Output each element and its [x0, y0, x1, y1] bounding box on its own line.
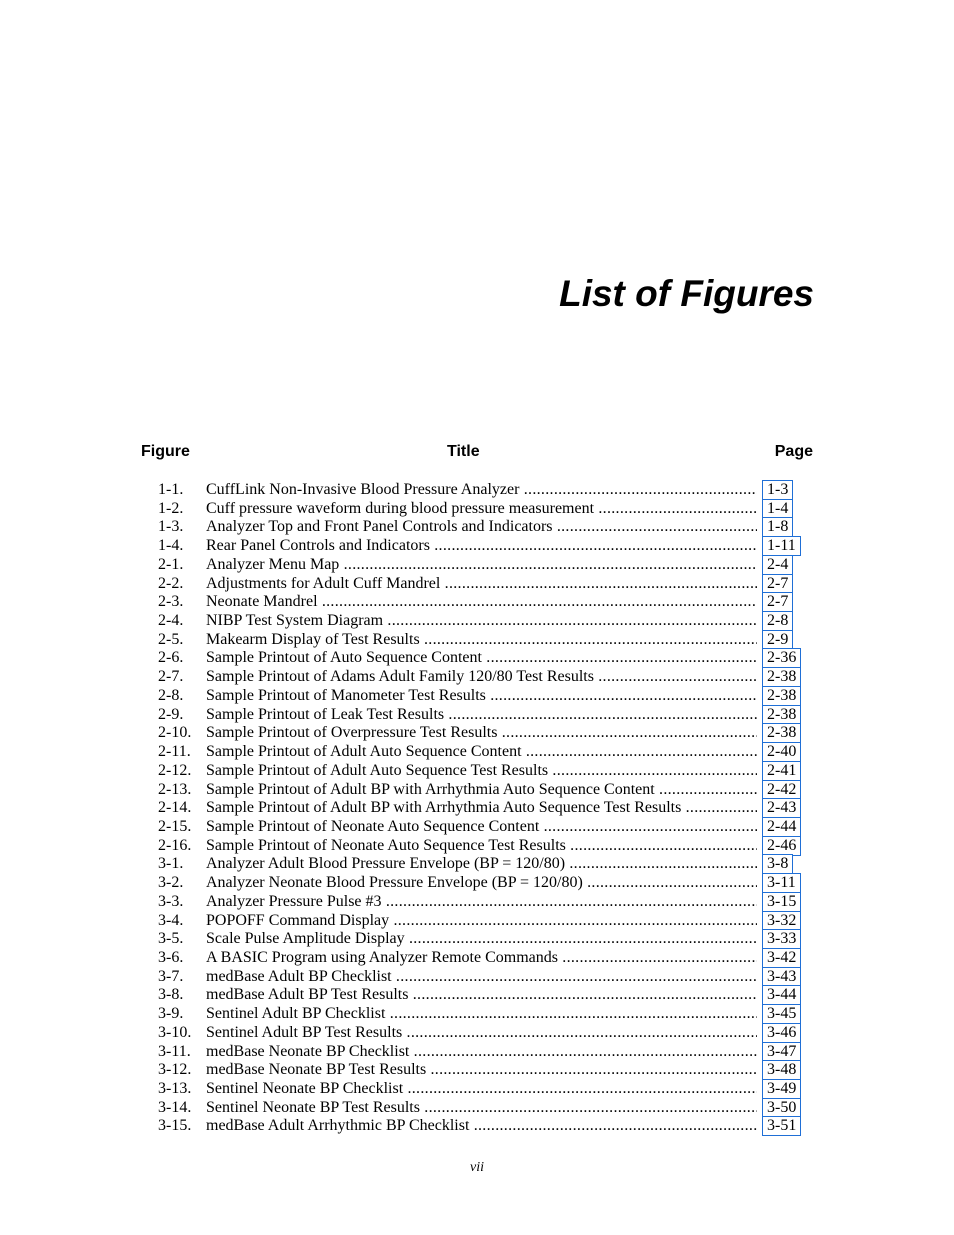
figure-title: Sample Printout of Adams Adult Family 120/80 Test Results ..... — [206, 667, 757, 686]
figure-number: 2-13. — [158, 780, 192, 798]
figure-title: Adjustments for Adult Cuff Mandrel ..... — [206, 574, 757, 593]
page-number-link[interactable]: 3-49 — [762, 1079, 801, 1099]
figure-list-item — [0, 1023, 954, 1042]
page-number-link[interactable]: 2-42 — [762, 780, 801, 800]
figure-title: Sample Printout of Overpressure Test Results ..... — [206, 723, 757, 742]
page-number-link[interactable]: 1-11 — [762, 536, 801, 556]
column-header-figure: Figure — [141, 443, 190, 460]
page-number-link[interactable]: 3-8 — [762, 854, 793, 874]
figure-title: medBase Adult BP Checklist ..... — [206, 967, 757, 986]
figure-number: 2-10. — [158, 724, 192, 742]
figure-list-item — [0, 480, 954, 499]
page-title: List of Figures — [559, 273, 814, 314]
figure-list-item — [0, 517, 954, 536]
figure-number: 2-15. — [158, 817, 192, 835]
figure-title: Sample Printout of Neonate Auto Sequence Content ..... — [206, 817, 757, 836]
page-number-link[interactable]: 3-50 — [762, 1098, 801, 1118]
figure-title: Sentinel Neonate BP Test Results ..... — [206, 1098, 757, 1117]
figure-number: 3-11. — [158, 1042, 191, 1060]
page-number-link[interactable]: 3-11 — [762, 873, 801, 893]
figure-number: 2-1. — [158, 555, 184, 573]
figure-number: 2-7. — [158, 668, 184, 686]
figure-number: 3-15. — [158, 1117, 192, 1135]
figure-number: 1-2. — [158, 499, 184, 517]
figure-title: A BASIC Program using Analyzer Remote Commands ..... — [206, 948, 757, 967]
figure-number: 3-10. — [158, 1023, 192, 1041]
figure-number: 2-2. — [158, 574, 184, 592]
page-number-link[interactable]: 3-44 — [762, 985, 801, 1005]
figure-title: Sample Printout of Auto Sequence Content ..... — [206, 648, 757, 667]
figure-title: Makearm Display of Test Results ..... — [206, 630, 757, 649]
figure-title: Sentinel Neonate BP Checklist ..... — [206, 1079, 757, 1098]
figure-title: Analyzer Neonate Blood Pressure Envelope (BP = 120/80) ..... — [206, 873, 757, 892]
footer-page-number: vii — [470, 1160, 484, 1175]
figure-title: Rear Panel Controls and Indicators ..... — [206, 536, 757, 555]
figure-title: Analyzer Pressure Pulse #3 ..... — [206, 892, 757, 911]
figure-list-item — [0, 911, 954, 930]
figure-list-item — [0, 985, 954, 1004]
page-number-link[interactable]: 2-38 — [762, 723, 801, 743]
figure-list-item — [0, 761, 954, 780]
figure-title: Analyzer Adult Blood Pressure Envelope (BP = 120/80) ..... — [206, 854, 757, 873]
figure-number: 2-5. — [158, 630, 184, 648]
figure-list-item — [0, 555, 954, 574]
figure-number: 2-6. — [158, 649, 184, 667]
figure-list-item — [0, 854, 954, 873]
page-number-link[interactable]: 3-45 — [762, 1004, 801, 1024]
figure-number: 3-5. — [158, 930, 184, 948]
figure-list-item — [0, 1042, 954, 1061]
figure-number: 2-4. — [158, 612, 184, 630]
figure-number: 3-2. — [158, 874, 184, 892]
figure-list-item — [0, 648, 954, 667]
figure-number: 3-14. — [158, 1098, 192, 1116]
page-number-link[interactable]: 1-4 — [762, 499, 793, 519]
page-number-link[interactable]: 2-8 — [762, 611, 793, 631]
figure-title: Analyzer Menu Map ..... — [206, 555, 757, 574]
figure-number: 2-9. — [158, 705, 184, 723]
figure-list-item — [0, 892, 954, 911]
figure-title: CuffLink Non-Invasive Blood Pressure Analyzer ..... — [206, 480, 757, 499]
figure-list-item — [0, 630, 954, 649]
figure-title: POPOFF Command Display ..... — [206, 911, 757, 930]
page-number-link[interactable]: 2-38 — [762, 705, 801, 725]
page-number-link[interactable]: 2-38 — [762, 686, 801, 706]
figure-list — [0, 480, 954, 1135]
figure-number: 3-3. — [158, 892, 184, 910]
figure-list-item — [0, 574, 954, 593]
figure-title: medBase Adult BP Test Results ..... — [206, 985, 757, 1004]
page-number-link[interactable]: 2-38 — [762, 667, 801, 687]
figure-title: Sample Printout of Adult Auto Sequence Content ..... — [206, 742, 757, 761]
figure-title: Sample Printout of Manometer Test Results ..... — [206, 686, 757, 705]
figure-list-item — [0, 967, 954, 986]
column-header-title: Title — [447, 443, 480, 460]
column-header-page: Page — [774, 443, 813, 460]
figure-list-item — [0, 611, 954, 630]
figure-list-item — [0, 742, 954, 761]
figure-list-item — [0, 1116, 954, 1135]
page-number-link[interactable]: 3-43 — [762, 967, 801, 987]
figure-number: 3-12. — [158, 1061, 192, 1079]
figure-number: 3-7. — [158, 967, 184, 985]
page-number-link[interactable]: 3-42 — [762, 948, 801, 968]
figure-list-item — [0, 1079, 954, 1098]
figure-number: 2-14. — [158, 799, 192, 817]
page-number-link[interactable]: 2-44 — [762, 817, 801, 837]
figure-number: 3-13. — [158, 1080, 192, 1097]
figure-number: 3-9. — [158, 1005, 184, 1023]
figure-list-item — [0, 667, 954, 686]
figure-title: Scale Pulse Amplitude Display ..... — [206, 929, 757, 948]
figure-list-item — [0, 1004, 954, 1023]
figure-number: 3-1. — [158, 855, 184, 873]
page-number-link[interactable]: 2-36 — [762, 648, 801, 668]
figure-title: Sentinel Adult BP Test Results ..... — [206, 1023, 757, 1042]
figure-number: 1-4. — [158, 537, 184, 555]
page-number-link[interactable]: 2-4 — [762, 555, 793, 575]
figure-list-item — [0, 817, 954, 836]
figure-list-item — [0, 499, 954, 518]
figure-list-item — [0, 1060, 954, 1079]
figure-list-item — [0, 836, 954, 855]
page-number-link[interactable]: 2-7 — [762, 592, 793, 612]
figure-list-item — [0, 723, 954, 742]
page-number-link[interactable]: 2-43 — [762, 798, 801, 818]
figure-title: Sentinel Adult BP Checklist ..... — [206, 1004, 757, 1023]
figure-number: 1-1. — [158, 481, 184, 498]
figure-number: 2-12. — [158, 761, 192, 779]
figure-list-item — [0, 536, 954, 555]
figure-number: 2-3. — [158, 593, 184, 611]
page-number-link[interactable]: 2-46 — [762, 836, 801, 856]
page-number-link[interactable]: 2-40 — [762, 742, 801, 762]
figure-list-item — [0, 592, 954, 611]
figure-title: Neonate Mandrel ..... — [206, 592, 757, 611]
figure-list-item — [0, 798, 954, 817]
page-number-link[interactable]: 3-51 — [762, 1116, 801, 1136]
figure-title: Cuff pressure waveform during blood pressure measurement ..... — [206, 499, 757, 518]
page-number-link[interactable]: 3-47 — [762, 1042, 801, 1062]
page-number-link[interactable]: 3-32 — [762, 911, 801, 931]
figure-title: Sample Printout of Leak Test Results ..... — [206, 705, 757, 724]
figure-title: medBase Neonate BP Test Results ..... — [206, 1060, 757, 1079]
page-number-link[interactable]: 3-33 — [762, 929, 801, 949]
figure-list-item — [0, 1098, 954, 1117]
figure-list-item — [0, 780, 954, 799]
figure-title: medBase Adult Arrhythmic BP Checklist ..... — [206, 1116, 757, 1135]
page-number-link[interactable]: 3-15 — [762, 892, 801, 912]
figure-number: 2-11. — [158, 743, 191, 761]
page-number-link[interactable]: 3-46 — [762, 1023, 801, 1043]
figure-list-item — [0, 929, 954, 948]
figure-title: Sample Printout of Adult BP with Arrhythmia Auto Sequence Test Results ..... — [206, 798, 757, 817]
figure-number: 1-3. — [158, 518, 184, 536]
figure-title: Sample Printout of Adult BP with Arrhythmia Auto Sequence Content ..... — [206, 780, 757, 799]
figure-title: Sample Printout of Adult Auto Sequence Test Results ..... — [206, 761, 757, 780]
figure-title: NIBP Test System Diagram ..... — [206, 611, 757, 630]
figure-title: medBase Neonate BP Checklist ..... — [206, 1042, 757, 1061]
page-number-link[interactable]: 2-7 — [762, 574, 793, 594]
figure-title: Analyzer Top and Front Panel Controls and Indicators ..... — [206, 517, 757, 536]
figure-number: 2-16. — [158, 836, 192, 854]
figure-number: 3-8. — [158, 986, 184, 1004]
figure-list-item — [0, 686, 954, 705]
page-number-link[interactable]: 3-48 — [762, 1060, 801, 1080]
figure-number: 3-6. — [158, 948, 184, 966]
page-number-link[interactable]: 1-8 — [762, 517, 793, 537]
figure-list-item — [0, 873, 954, 892]
page-number-link[interactable]: 2-9 — [762, 630, 793, 650]
figure-number: 3-4. — [158, 911, 184, 929]
figure-number: 2-8. — [158, 686, 184, 704]
figure-title: Sample Printout of Neonate Auto Sequence Test Results ..... — [206, 836, 757, 855]
figure-list-item — [0, 705, 954, 724]
page-number-link[interactable]: 2-41 — [762, 761, 801, 781]
figure-list-item — [0, 948, 954, 967]
page-number-link[interactable]: 1-3 — [762, 480, 793, 500]
